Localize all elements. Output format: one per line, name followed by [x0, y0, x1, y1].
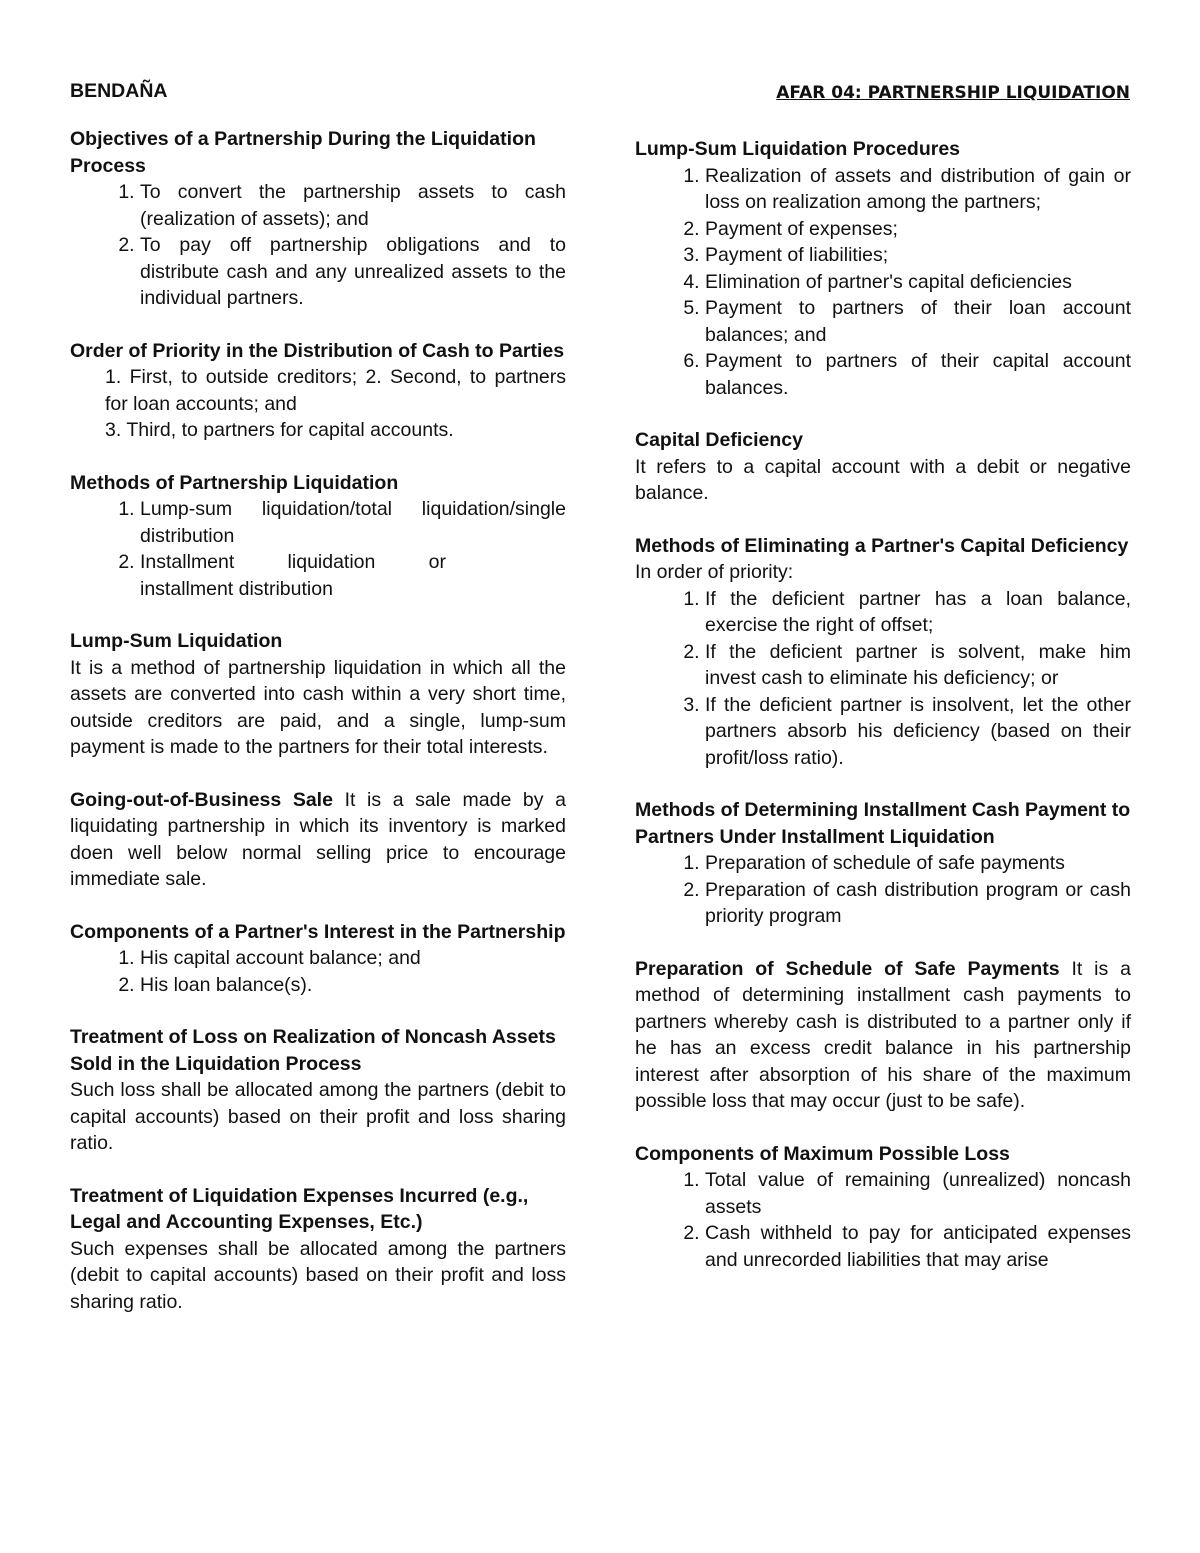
expense-treatment-section [70, 1183, 566, 1316]
list-item: 1. His capital account balance; and [140, 945, 566, 972]
eliminating-section [635, 533, 1131, 772]
objectives-heading: Objectives of a Partnership During the Liquidation Process [70, 128, 536, 177]
goingout-text: It is a sale made by a liquidating partnership in which its inventory is marked doen well below normal selling price to encourage immediate sale. [70, 788, 566, 890]
components-heading: Components of a Partner's Interest in the Partnership [70, 920, 566, 943]
goingout-section [70, 787, 566, 893]
list-item: 6. Payment to partners of their capital account balances. [705, 348, 1131, 401]
list-item: 2. To pay off partnership obligations and to distribute cash and any unrealized assets to the individual partners. [140, 232, 566, 312]
list-item: 2. Installment liquidation or installment distribution [140, 549, 566, 602]
list-item: 4. Elimination of partner's capital deficiencies [705, 269, 1131, 296]
safe-payments-section [635, 956, 1131, 1115]
procedures-list [635, 163, 1131, 402]
right-column [635, 136, 1131, 1299]
goingout-heading: Going-out-of-Business Sale [70, 788, 333, 811]
list-item: 2. If the deficient partner is solvent, make him invest cash to eliminate his deficiency; or [705, 639, 1131, 692]
max-loss-section [635, 1141, 1131, 1274]
list-item: 3. If the deficient partner is insolvent, let the other partners absorb his deficiency (based on their profit/loss ratio). [705, 692, 1131, 772]
deficiency-text: It refers to a capital account with a debit or negative balance. [635, 455, 1131, 504]
loss-treatment-text: Such loss shall be allocated among the partners (debit to capital accounts) based on their profit and loss sharing ratio. [70, 1079, 566, 1154]
deficiency-section [635, 427, 1131, 507]
list-item: 2. His loan balance(s). [140, 972, 566, 999]
expense-treatment-text: Such expenses shall be allocated among the partners (debit to capital accounts) based on their profit and loss sharing ratio. [70, 1237, 566, 1313]
list-item: 1. Preparation of schedule of safe payments [705, 850, 1131, 877]
priority-section [70, 338, 566, 444]
methods-list [70, 496, 566, 602]
objectives-section [70, 126, 566, 312]
loss-treatment-heading: Treatment of Loss on Realization of Noncash Assets Sold in the Liquidation Process [70, 1026, 556, 1075]
lumpsum-section [70, 628, 566, 761]
components-list [70, 945, 566, 998]
list-item: 2. Payment of expenses; [705, 216, 1131, 243]
author-name: BENDAÑA [70, 80, 168, 102]
safe-payments-heading: Preparation of Schedule of Safe Payments [635, 957, 1060, 980]
eliminating-list [635, 586, 1131, 772]
list-item: 2. Cash withheld to pay for anticipated expenses and unrecorded liabilities that may arise [705, 1220, 1131, 1273]
lumpsum-text: It is a method of partnership liquidation in which all the assets are converted into cash within a very short time, outside creditors are paid, and a single, lump-sum payment is made to the partners for their total interests. [70, 656, 566, 758]
loss-treatment-section [70, 1024, 566, 1157]
max-loss-list [635, 1167, 1131, 1273]
objectives-list [70, 179, 566, 312]
list-item: 3. Payment of liabilities; [705, 242, 1131, 269]
left-column [70, 126, 566, 1341]
priority-heading: Order of Priority in the Distribution of Cash to Parties [70, 339, 565, 362]
safe-payments-text: It is a method of determining installment cash payments to partners whereby cash is distributed to a partner only if he has an excess credit balance in his partnership interest after absorption of his share of the maximum possible loss that may occur (just to be safe). [635, 957, 1131, 1112]
installment-list [635, 850, 1131, 930]
list-item: 1. Realization of assets and distribution of gain or loss on realization among the partners; [705, 163, 1131, 216]
priority-line: 1. First, to outside creditors; 2. Second, to partners for loan accounts; and [105, 366, 566, 415]
procedures-heading: Lump-Sum Liquidation Procedures [635, 138, 961, 160]
list-item: 1. Total value of remaining (unrealized) noncash assets [705, 1167, 1131, 1220]
lumpsum-heading: Lump-Sum Liquidation [70, 630, 283, 652]
expense-treatment-heading: Treatment of Liquidation Expenses Incurred (e.g., Legal and Accounting Expenses, Etc.) [70, 1184, 529, 1233]
methods-section [70, 470, 566, 603]
eliminating-intro: In order of priority: [635, 561, 794, 583]
list-item: 1. If the deficient partner has a loan balance, exercise the right of offset; [705, 586, 1131, 639]
components-section [70, 919, 566, 999]
list-item: 5. Payment to partners of their loan account balances; and [705, 295, 1131, 348]
eliminating-heading: Methods of Eliminating a Partner's Capital Deficiency [635, 534, 1129, 557]
deficiency-heading: Capital Deficiency [635, 429, 803, 451]
list-item: 2. Preparation of cash distribution program or cash priority program [705, 877, 1131, 930]
installment-heading: Methods of Determining Installment Cash Payment to Partners Under Installment Liquidation [635, 799, 1131, 848]
procedures-section [635, 136, 1131, 401]
installment-section [635, 797, 1131, 930]
priority-line: 3. Third, to partners for capital accounts. [105, 419, 454, 441]
methods-heading: Methods of Partnership Liquidation [70, 471, 399, 494]
list-item: 1. Lump-sum liquidation/total liquidation/single distribution [140, 496, 566, 549]
max-loss-heading: Components of Maximum Possible Loss [635, 1142, 1010, 1165]
course-title: AFAR 04: PARTNERSHIP LIQUIDATION [776, 83, 1130, 103]
list-item: 1. To convert the partnership assets to cash (realization of assets); and [140, 179, 566, 232]
priority-list [70, 364, 566, 444]
